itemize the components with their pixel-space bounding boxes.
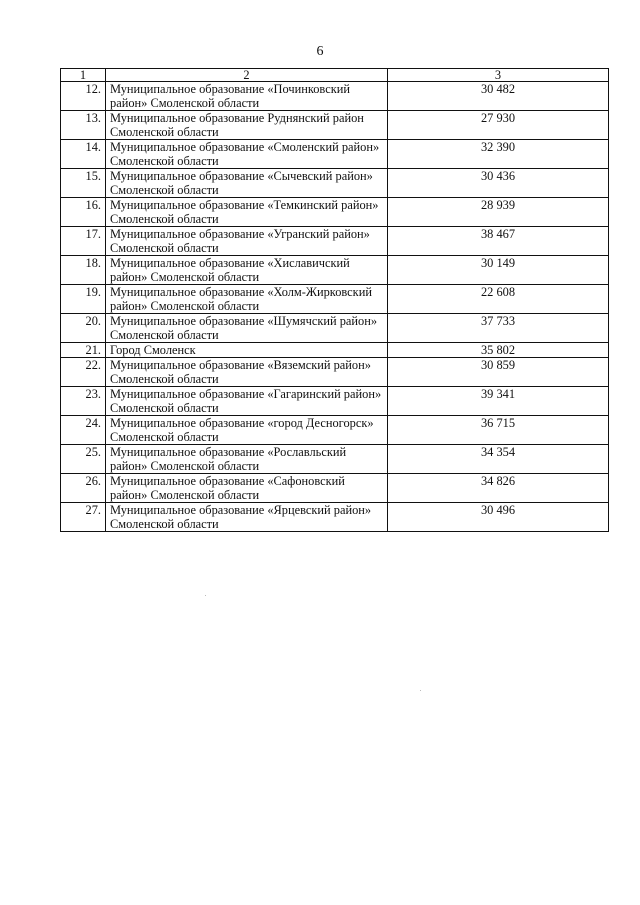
scan-speck — [205, 595, 206, 596]
row-number-cell: 20. — [61, 314, 106, 343]
value-cell: 22 608 — [388, 285, 609, 314]
row-number-cell: 19. — [61, 285, 106, 314]
municipality-name-cell: Муниципальное образование «Шумячский район» Смоленской области — [106, 314, 388, 343]
municipality-name-cell: Муниципальное образование «город Десногорск» Смоленской области — [106, 416, 388, 445]
table-row — [61, 314, 609, 343]
municipality-name-cell: Муниципальное образование «Гагаринский район» Смоленской области — [106, 387, 388, 416]
table-row — [61, 285, 609, 314]
municipality-name-cell: Муниципальное образование «Угранский район» Смоленской области — [106, 227, 388, 256]
row-number-cell: 22. — [61, 358, 106, 387]
municipality-name-cell: Муниципальное образование «Темкинский район» Смоленской области — [106, 198, 388, 227]
row-number-cell: 16. — [61, 198, 106, 227]
column-header-name: 2 — [106, 69, 388, 82]
table-row — [61, 169, 609, 198]
value-cell: 30 482 — [388, 82, 609, 111]
value-cell: 35 802 — [388, 343, 609, 358]
table-row — [61, 445, 609, 474]
value-cell: 34 354 — [388, 445, 609, 474]
column-header-number: 1 — [61, 69, 106, 82]
row-number-cell: 24. — [61, 416, 106, 445]
table-row — [61, 474, 609, 503]
municipality-name-cell: Муниципальное образование «Смоленский район» Смоленской области — [106, 140, 388, 169]
row-number-cell: 26. — [61, 474, 106, 503]
municipality-name-cell: Муниципальное образование «Сычевский район» Смоленской области — [106, 169, 388, 198]
row-number-cell: 14. — [61, 140, 106, 169]
table-row — [61, 256, 609, 285]
row-number-cell: 15. — [61, 169, 106, 198]
value-cell: 30 436 — [388, 169, 609, 198]
row-number-cell: 17. — [61, 227, 106, 256]
column-header-value: 3 — [388, 69, 609, 82]
municipality-name-cell: Муниципальное образование «Вяземский район» Смоленской области — [106, 358, 388, 387]
row-number-cell: 27. — [61, 503, 106, 532]
page-number: 6 — [316, 44, 324, 59]
table-row — [61, 503, 609, 532]
municipality-name-cell: Муниципальное образование «Хиславичский район» Смоленской области — [106, 256, 388, 285]
value-cell: 38 467 — [388, 227, 609, 256]
row-number-cell: 25. — [61, 445, 106, 474]
table-row — [61, 416, 609, 445]
table-row — [61, 387, 609, 416]
municipality-name-cell: Муниципальное образование «Сафоновский район» Смоленской области — [106, 474, 388, 503]
table-row — [61, 140, 609, 169]
value-cell: 30 859 — [388, 358, 609, 387]
value-cell: 36 715 — [388, 416, 609, 445]
value-cell: 30 149 — [388, 256, 609, 285]
municipality-name-cell: Муниципальное образование Руднянский район Смоленской области — [106, 111, 388, 140]
table-row — [61, 198, 609, 227]
value-cell: 34 826 — [388, 474, 609, 503]
row-number-cell: 13. — [61, 111, 106, 140]
value-cell: 39 341 — [388, 387, 609, 416]
value-cell: 27 930 — [388, 111, 609, 140]
table-row — [61, 111, 609, 140]
table-row — [61, 82, 609, 111]
value-cell: 32 390 — [388, 140, 609, 169]
value-cell: 30 496 — [388, 503, 609, 532]
row-number-cell: 21. — [61, 343, 106, 358]
row-number-cell: 18. — [61, 256, 106, 285]
table-row — [61, 343, 609, 358]
municipality-name-cell: Город Смоленск — [106, 343, 388, 358]
municipality-name-cell: Муниципальное образование «Рославльский район» Смоленской области — [106, 445, 388, 474]
scan-speck — [420, 690, 421, 691]
municipality-name-cell: Муниципальное образование «Починковский район» Смоленской области — [106, 82, 388, 111]
row-number-cell: 12. — [61, 82, 106, 111]
value-cell: 28 939 — [388, 198, 609, 227]
table-row — [61, 227, 609, 256]
municipality-name-cell: Муниципальное образование «Холм-Жирковский район» Смоленской области — [106, 285, 388, 314]
table-row — [61, 358, 609, 387]
row-number-cell: 23. — [61, 387, 106, 416]
table-header-row — [61, 69, 609, 82]
municipalities-table — [60, 68, 609, 532]
value-cell: 37 733 — [388, 314, 609, 343]
municipality-name-cell: Муниципальное образование «Ярцевский район» Смоленской области — [106, 503, 388, 532]
table-body — [61, 82, 609, 532]
